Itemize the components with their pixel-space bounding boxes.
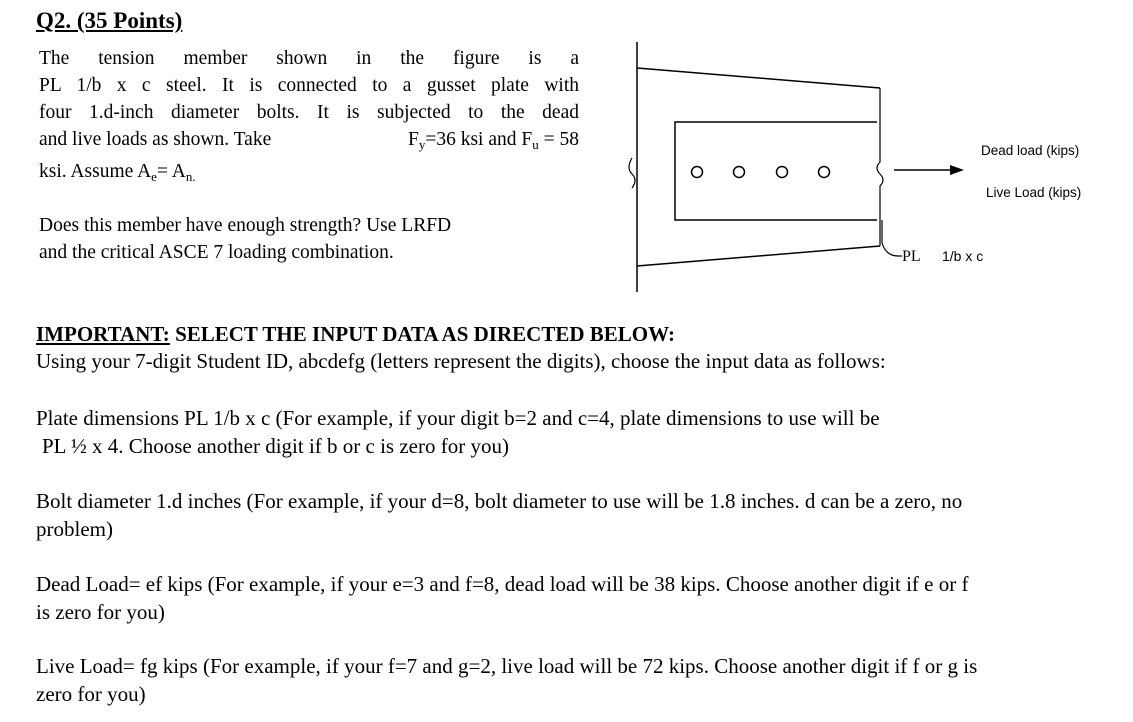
equals-sign: =: [156, 161, 172, 182]
dead-load-label: Dead load (kips): [981, 143, 1080, 158]
problem-line-5: [39, 158, 579, 190]
take-text: and live loads as shown. Take: [39, 129, 272, 150]
question-line-2: and the critical ASCE 7 loading combination.: [39, 242, 394, 263]
plate-line-2: PL ½ x 4. Choose another digit if b or c is zero for you): [42, 434, 509, 458]
an-subscript: n.: [185, 169, 196, 184]
bolt-line-1: Bolt diameter 1.d inches (For example, if your d=8, bolt diameter to use will be 1.8 inches. d can be a zero, no: [36, 489, 963, 513]
left-break-mark: [629, 158, 635, 188]
problem-line-3: four 1.d-inch diameter bolts. It is subjected to the dead: [39, 102, 579, 123]
problem-statement: [39, 45, 579, 190]
dead-load-instruction: [36, 570, 1116, 626]
fy-symbol: F: [407, 129, 419, 150]
plate-leader-line: [882, 220, 902, 256]
important-word: IMPORTANT:: [36, 322, 170, 346]
fy-value: =36 ksi and: [425, 129, 522, 150]
fy-fu-expression: [408, 126, 579, 158]
problem-line-4-text: [39, 126, 271, 158]
live-line-2: zero for you): [36, 682, 146, 706]
ae-subscript: e: [151, 169, 157, 184]
problem-line-4: [39, 126, 579, 158]
fu-subscript: u: [532, 137, 539, 152]
important-heading-rest: SELECT THE INPUT DATA AS DIRECTED BELOW:: [169, 322, 675, 346]
live-load-instruction: [36, 652, 1116, 708]
fu-value: = 58: [538, 129, 579, 150]
bolt-line-2: problem): [36, 517, 113, 541]
bolt-hole-3: [777, 167, 788, 178]
live-line-1: Live Load= fg kips (For example, if your f=7 and g=2, live load will be 72 kips. Choose another digit if f or g is: [36, 654, 978, 678]
plate-line-1: Plate dimensions PL 1/b x c (For example, if your digit b=2 and c=4, plate dimensions to use will be: [36, 406, 880, 430]
ae-symbol: A: [137, 161, 152, 182]
dead-line-2: is zero for you): [36, 600, 165, 624]
question-title: Q2. (35 Points): [36, 8, 183, 33]
gusset-bottom-edge: [637, 246, 880, 266]
important-intro: Using your 7-digit Student ID, abcdefg (letters represent the digits), choose the input data as follows:: [36, 349, 886, 373]
plate-label-pl: PL: [902, 248, 921, 265]
tension-member-figure: [600, 40, 1110, 300]
problem-line-2: PL 1/b x c steel. It is connected to a gusset plate with: [39, 75, 579, 96]
fy-subscript: y: [418, 137, 426, 152]
question-text: [39, 212, 579, 266]
bolt-diameter-instruction: [36, 487, 1116, 543]
fu-symbol: F: [521, 129, 533, 150]
load-arrow-head: [950, 165, 964, 175]
bolt-hole-1: [692, 167, 703, 178]
dead-line-1: Dead Load= ef kips (For example, if your e=3 and f=8, dead load will be 38 kips. Choose another digit if e or f: [36, 572, 969, 596]
problem-line-1: The tension member shown in the figure is a: [39, 48, 579, 69]
bolt-hole-4: [819, 167, 830, 178]
bolt-hole-2: [734, 167, 745, 178]
gusset-top-edge: [637, 68, 880, 88]
an-symbol: A: [171, 161, 186, 182]
important-heading: [36, 322, 675, 347]
connection-diagram: [600, 40, 1110, 300]
question-line-1: Does this member have enough strength? Use LRFD: [39, 215, 452, 236]
plate-dimensions-instruction: [36, 404, 1116, 460]
live-load-label: Live Load (kips): [986, 185, 1082, 200]
ksi-assume-text: ksi. Assume: [39, 161, 138, 182]
plate-label-dims: 1/b x c: [942, 248, 984, 264]
